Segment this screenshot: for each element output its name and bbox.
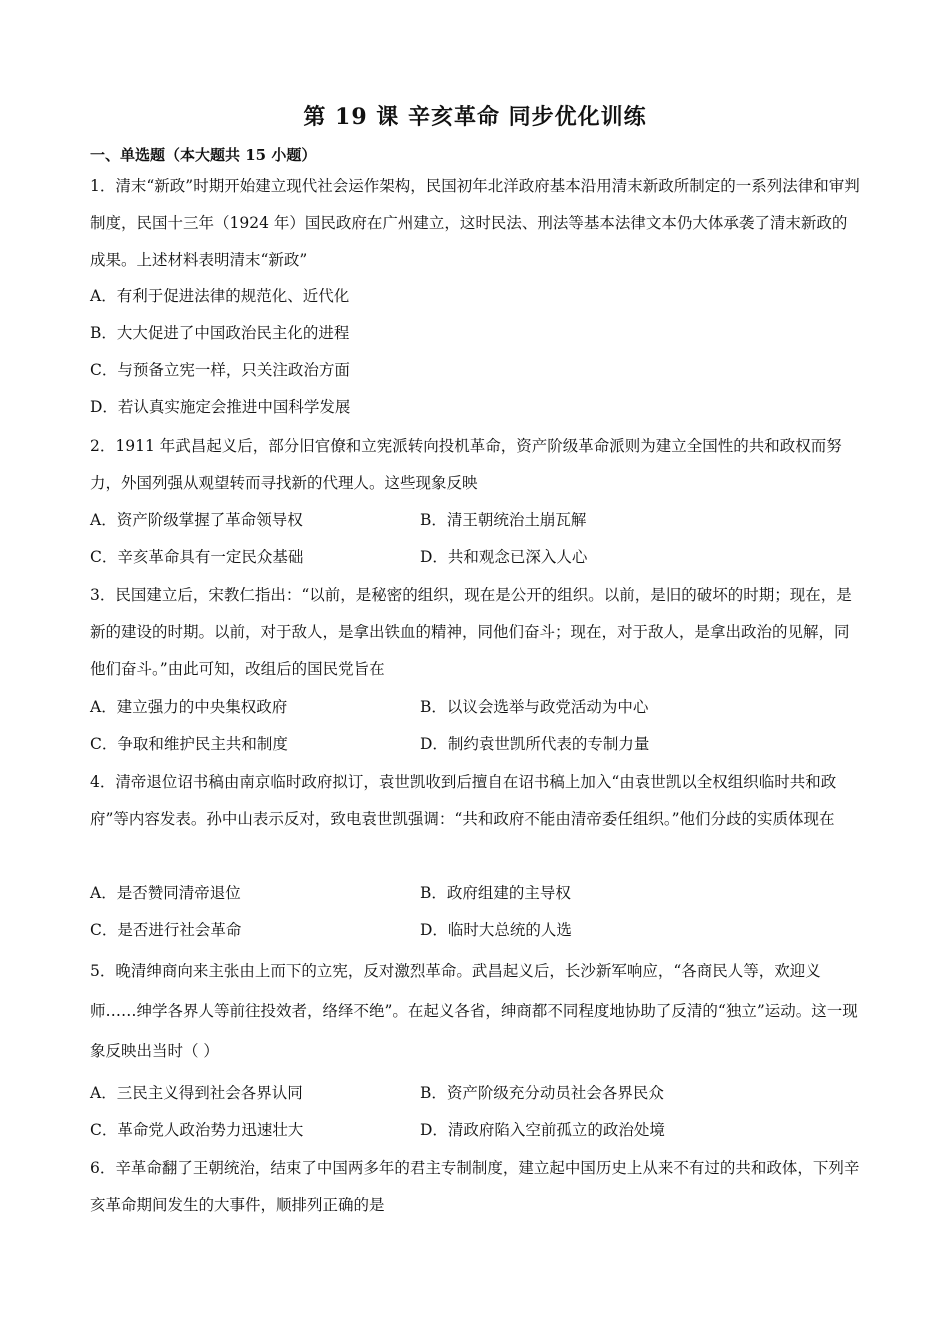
question-5-options [90,1075,860,1149]
option-a[interactable]: A．有利于促进法律的规范化、近代化 [90,287,350,305]
option-c[interactable]: C．辛亥革命具有一定民众基础 [90,548,304,566]
option-c[interactable]: C．是否进行社会革命 [90,921,242,939]
option-d[interactable]: D．临时大总统的人选 [420,921,572,939]
question-3-options [90,689,860,763]
option-a[interactable]: A．资产阶级掌握了革命领导权 [90,511,303,529]
option-a[interactable]: A．是否赞同清帝退位 [90,884,241,902]
option-a[interactable]: A．建立强力的中央集权政府 [90,698,288,716]
question-2-options [90,502,860,576]
question-1-options [90,278,860,426]
question-3-stem: 3．民国建立后，宋教仁指出：“以前，是秘密的组织，现在是公开的组织。以前，是旧的破坏的时期；现在，是新的建设的时期。以前，对于敌人，是拿出铁血的精神，同他们奋斗；现在，对于敌人，是拿出政治的见解，同他们奋斗。”由此可知，改组后的国民党旨在 [90,586,852,678]
option-b[interactable]: B．以议会选举与政党活动为中心 [420,698,649,716]
question-5-stem: 5．晚清绅商向来主张由上而下的立宪，反对激烈革命。武昌起义后，长沙新军响应，“各商民人等，欢迎义师……绅学各界人等前往投效者，络绎不绝”。在起义各省，绅商都不同程度地协助了反清的“独立”运动。这一现象反映出当时（ ） [90,962,858,1060]
option-a[interactable]: A．三民主义得到社会各界认同 [90,1084,303,1102]
question-6-stem: 6．辛革命翻了王朝统治，结束了中国两多年的君主专制制度，建立起中国历史上从来不有过的共和政体，下列辛亥革命期间发生的大事件，顺排列正确的是 [90,1159,860,1214]
option-c[interactable]: C．革命党人政治势力迅速壮大 [90,1121,304,1139]
option-b[interactable]: B．政府组建的主导权 [420,884,571,902]
question-4-options [90,875,860,949]
page-title: 第 19 课 辛亥革命 同步优化训练 [303,104,647,130]
question-4-stem: 4．清帝退位诏书稿由南京临时政府拟订，袁世凯收到后擅自在诏书稿上加入“由袁世凯以全权组织临时共和政府”等内容发表。孙中山表示反对，致电袁世凯强调：“共和政府不能由清帝委任组织。”他们分歧的实质体现在 [90,773,837,828]
option-d[interactable]: D．清政府陷入空前孤立的政治处境 [420,1121,665,1139]
option-b[interactable]: B．大大促进了中国政治民主化的进程 [90,324,350,342]
question-1-stem: 1．清末“新政”时期开始建立现代社会运作架构，民国初年北洋政府基本沿用清末新政所制定的一系列法律和审判制度，民国十三年（1924 年）国民政府在广州建立，这时民法、刑法等基本法律文本仍大体承袭了清末新政的成果。上述材料表明清末“新政” [90,177,860,269]
section-heading: 一、单选题（本大题共 15 小题） [90,146,317,164]
option-c[interactable]: C．与预备立宪一样，只关注政治方面 [90,361,350,379]
option-d[interactable]: D．共和观念已深入人心 [420,548,588,566]
option-b[interactable]: B．资产阶级充分动员社会各界民众 [420,1084,664,1102]
option-d[interactable]: D．若认真实施定会推进中国科学发展 [90,398,351,416]
option-b[interactable]: B．清王朝统治土崩瓦解 [420,511,587,529]
question-2-stem: 2．1911 年武昌起义后，部分旧官僚和立宪派转向投机革命，资产阶级革命派则为建立全国性的共和政权而努力，外国列强从观望转而寻找新的代理人。这些现象反映 [90,437,842,492]
option-c[interactable]: C．争取和维护民主共和制度 [90,735,288,753]
option-d[interactable]: D．制约袁世凯所代表的专制力量 [420,735,650,753]
